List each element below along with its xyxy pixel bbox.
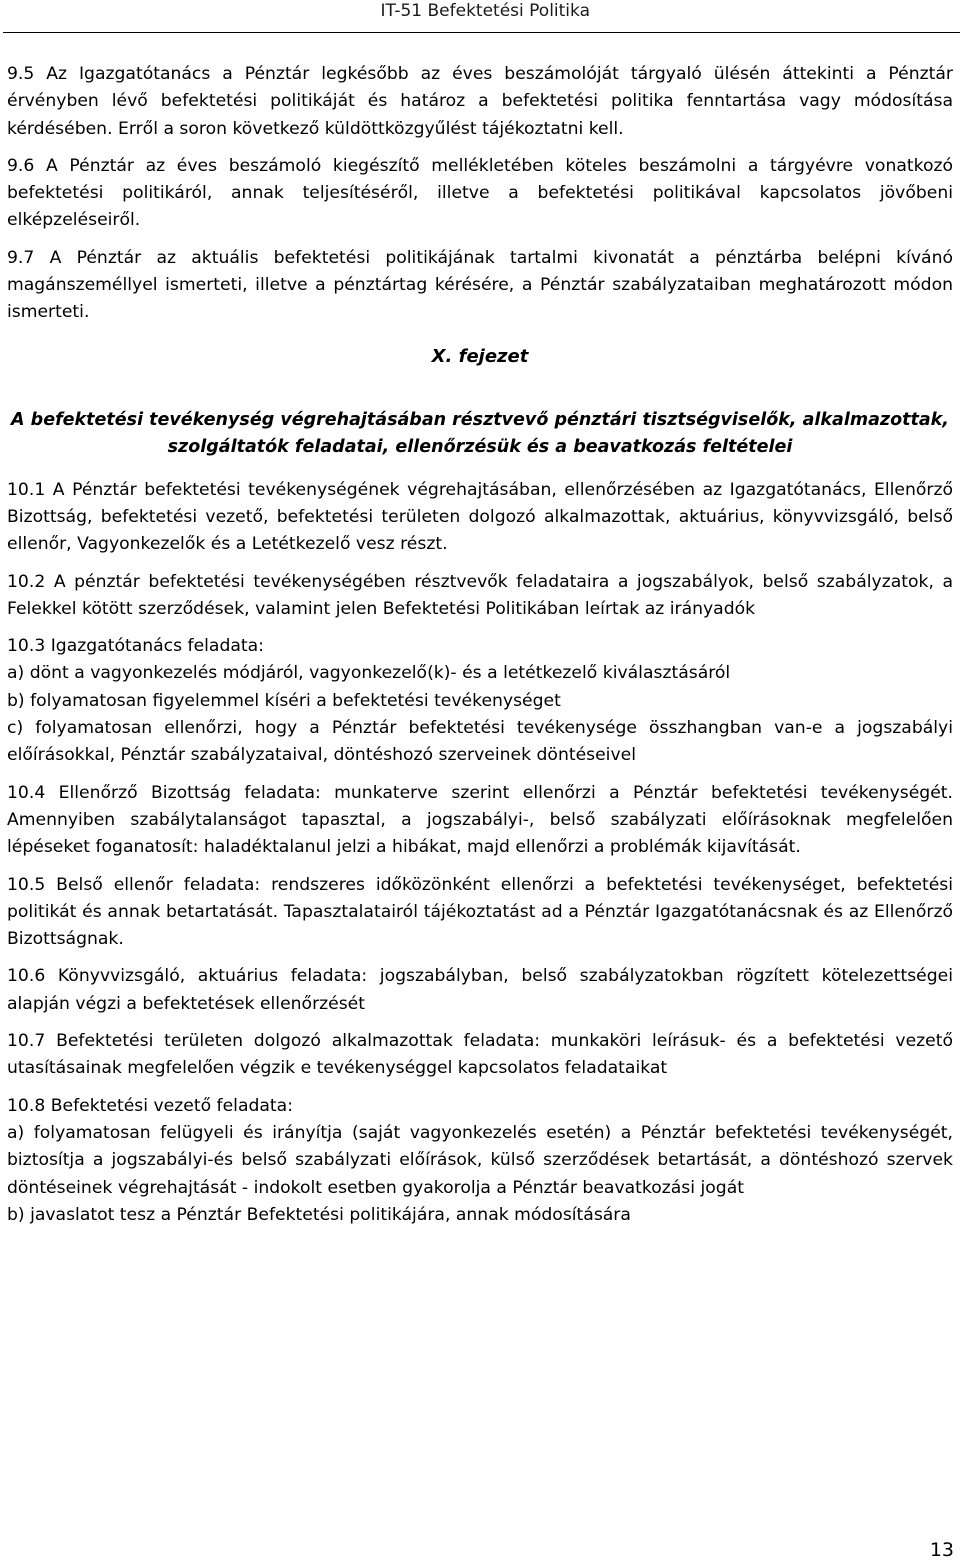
section-10-2: 10.2 A pénztár befektetési tevékenységében résztvevők feladataira a jogszabályok, belső szabályzatok, a Felekkel kötött szerződések, valamint jelen Befektetési Politikában leírtak az irányadók <box>7 571 953 619</box>
section-10-7: 10.7 Befektetési területen dolgozó alkalmazottak feladata: munkaköri leírásuk- és a befektetési vezető utasításainak megfelelően végzik e tevékenységgel kapcsolatos feladataikat <box>7 1031 953 1079</box>
section-10-5: 10.5 Belső ellenőr feladata: rendszeres időközönként ellenőrzi a befektetési tevékenységet, befektetési politikát és annak betartatását. Tapasztalatairól tájékoztatást ad a Pénztár Igazgatótanácsnak és az Ellenőrző Bizottságnak. <box>7 874 953 950</box>
document-title: IT-51 Befektetési Politika <box>380 1 590 21</box>
section-10-6: 10.6 Könyvvizsgáló, aktuárius feladata: jogszabályban, belső szabályzatokban rögzített kötelezettségei alapján végzi a befektetések ellenőrzését <box>7 966 953 1014</box>
paragraph-9-6: 9.6 A Pénztár az éves beszámoló kiegészítő mellékletében köteles beszámolni a tárgyévre vonatkozó befektetési politikáról, annak teljesítéséről, illetve a befektetési politikával kapcsolatos jövőbeni elképzeléseiről. <box>7 155 953 231</box>
section-10-8-item-b: b) javaslatot tesz a Pénztár Befektetési politikájára, annak módosítására <box>7 1204 631 1225</box>
chapter-title: A befektetési tevékenység végrehajtásában résztvevő pénztári tisztségviselők, alkalmazottak, szolgáltatók feladatai, ellenőrzésük és a beavatkozás feltételei <box>11 409 949 457</box>
section-10-3-item-b: b) folyamatosan figyelemmel kíséri a befektetési tevékenységet <box>7 690 561 711</box>
header-divider <box>3 32 960 33</box>
section-10-8-item-a: a) folyamatosan felügyeli és irányítja (saját vagyonkezelés esetén) a Pénztár befektetési tevékenységét, biztosítja a jogszabályi-és belső szabályzati előírások, külső szerződések betartását, a döntéshozó szervek döntéseinek végrehajtását - indokolt esetben gyakorolja a Pénztár beavatkozási jogát <box>7 1122 953 1198</box>
chapter-label: X. fejezet <box>431 345 529 367</box>
paragraph-9-5: 9.5 Az Igazgatótanács a Pénztár legkésőbb az éves beszámolóját tárgyaló ülésén áttekinti a Pénztár érvényben lévő befektetési politikáját és határoz a befektetési politika fenntartása vagy módosítása kérdésében. Erről a soron következő küldöttközgyűlést tájékoztatni kell. <box>7 64 953 139</box>
page-header <box>0 0 960 33</box>
section-10-3-item-c: c) folyamatosan ellenőrzi, hogy a Pénztár befektetési tevékenysége összhangban van-e a jogszabályi előírásokkal, Pénztár szabályzataival, döntéshozó szerveinek döntéseivel <box>7 718 953 766</box>
section-10-8-title: 10.8 Befektetési vezető feladata: <box>7 1095 293 1116</box>
paragraph-9-7: 9.7 A Pénztár az aktuális befektetési politikájának tartalmi kivonatát a pénztárba belépni kívánó magánszeméllyel ismerteti, illetve a pénztártag kérésére, a Pénztár szabályzataiban meghatározott módon ismerteti. <box>7 247 953 323</box>
section-10-3-item-a: a) dönt a vagyonkezelés módjáról, vagyonkezelő(k)- és a letétkezelő kiválasztásáról <box>7 663 731 684</box>
document-body <box>7 61 953 1229</box>
section-10-3-title: 10.3 Igazgatótanács feladata: <box>7 636 264 657</box>
section-10-1: 10.1 A Pénztár befektetési tevékenységének végrehajtásában, ellenőrzésében az Igazgatótanács, Ellenőrző Bizottság, befektetési vezető, befektetési területen dolgozó alkalmazottak, aktuárius, könyvvizsgáló, belső ellenőr, Vagyonkezelők és a Letétkezelő vesz részt. <box>7 479 953 555</box>
page-number: 13 <box>929 1539 954 1561</box>
section-10-4: 10.4 Ellenőrző Bizottság feladata: munkaterve szerint ellenőrzi a Pénztár befektetési tevékenységét. Amennyiben szabálytalanságot tapasztal, a jogszabályi-, belső szabályzati előírásoknak megfelelően lépéseket foganatosít: haladéktalanul jelzi a hibákat, majd ellenőrzi a problémák kijavítását. <box>7 782 953 858</box>
